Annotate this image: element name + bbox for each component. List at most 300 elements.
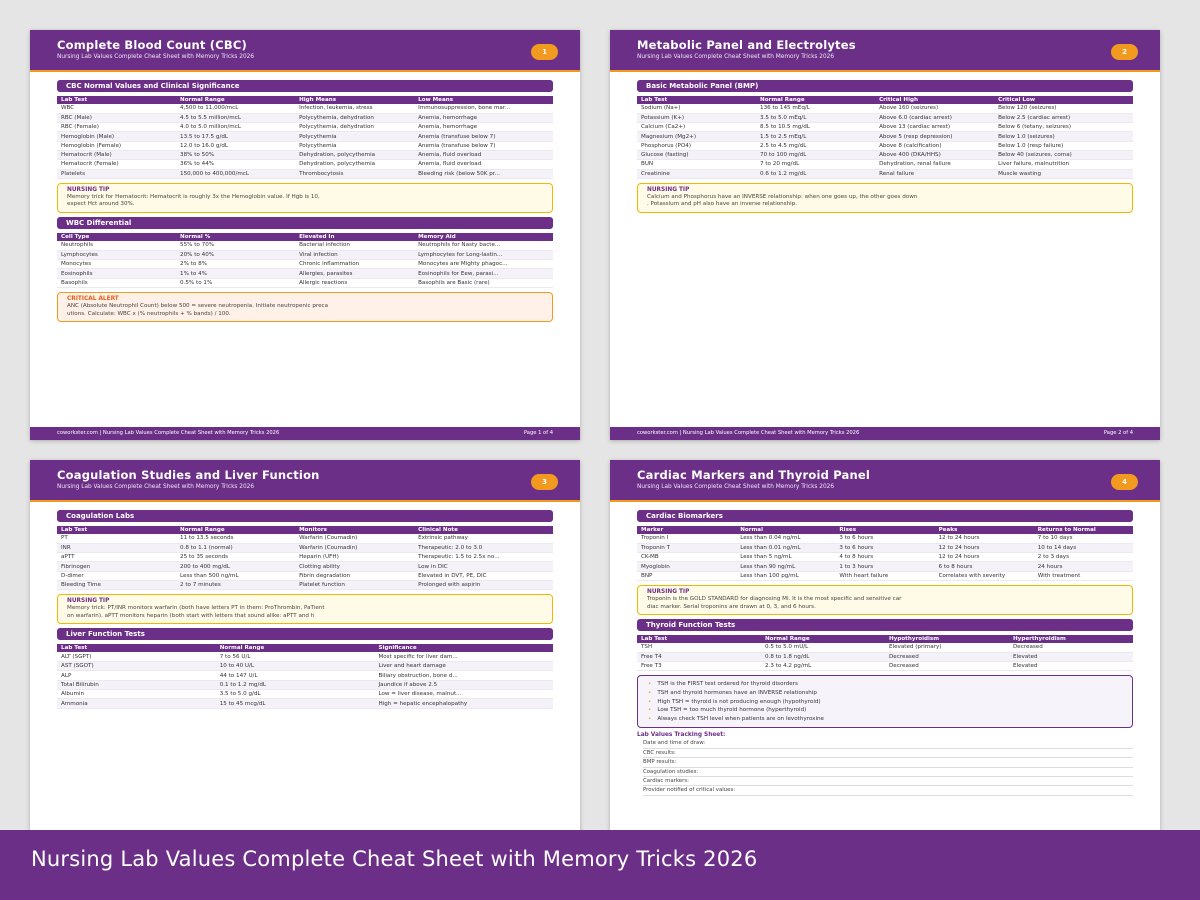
table-header-row (57, 526, 553, 534)
column-header: Normal Range (176, 526, 295, 534)
table-row (57, 699, 553, 708)
table-cell: Therapeutic: 2.0 to 3.0 (414, 543, 553, 552)
table-cell: Below 1.0 (seizures) (994, 132, 1133, 141)
table-row (57, 652, 553, 661)
table-cell: Elevated (1009, 662, 1133, 671)
column-header: Rises (835, 526, 934, 534)
table-cell: WBC (57, 104, 176, 113)
table-cell: Less than 100 pg/mL (736, 571, 835, 580)
table-cell: 2.5 to 4.5 mg/dL (756, 141, 875, 150)
table-cell: Glucose (fasting) (637, 150, 756, 159)
column-header: Clinical Note (414, 526, 553, 534)
tip-title: NURSING TIP (67, 186, 110, 193)
wbc-differential-table (57, 233, 553, 288)
table-cell: Above 13 (cardiac arrest) (875, 123, 994, 132)
table-row (637, 534, 1133, 543)
table-cell: Albumin (57, 690, 216, 699)
table-row (637, 553, 1133, 562)
table-cell: Liver failure, malnutrition (994, 160, 1133, 169)
table-cell: Troponin T (637, 543, 736, 552)
table-row (57, 150, 553, 159)
column-header: Normal % (176, 233, 295, 241)
table-cell: 150,000 to 400,000/mcL (176, 169, 295, 178)
page-3 (30, 460, 580, 840)
bullet-icon: • (648, 715, 652, 722)
tracking-line: Coagulation studies: (643, 768, 1133, 777)
table-cell: aPTT (57, 553, 176, 562)
column-header: Elevated In (295, 233, 414, 241)
table-cell: RBC (Female) (57, 123, 176, 132)
column-header: Lab Test (637, 96, 756, 104)
table-header-row (637, 96, 1133, 104)
table-cell: RBC (Male) (57, 113, 176, 122)
table-cell: 70 to 100 mg/dL (756, 150, 875, 159)
table-cell: BUN (637, 160, 756, 169)
table-cell: Sodium (Na+) (637, 104, 756, 113)
table-cell: 4.5 to 5.5 million/mcL (176, 113, 295, 122)
table-row (57, 260, 553, 269)
column-header: High Means (295, 96, 414, 104)
table-cell: Biliary obstruction, bone d... (374, 671, 553, 680)
column-header: Lab Test (57, 96, 176, 104)
table-cell: 12 to 24 hours (935, 553, 1034, 562)
table-cell: CK-MB (637, 553, 736, 562)
thyroid-bullet-list (637, 675, 1133, 728)
table-cell: Allergic reactions (295, 278, 414, 287)
table-cell: Anemia (transfuse below 7) (414, 141, 553, 150)
table-cell: ALT (SGPT) (57, 652, 216, 661)
table-cell: 2.3 to 4.2 pg/mL (761, 662, 885, 671)
table-row (57, 113, 553, 122)
page-1 (30, 30, 580, 440)
section-heading: Cardiac Biomarkers (637, 510, 1133, 522)
table-cell: Above 8 (calcification) (875, 141, 994, 150)
column-header: Significance (374, 644, 553, 652)
table-cell: Less than 90 ng/mL (736, 562, 835, 571)
table-cell: PT (57, 534, 176, 543)
page-subtitle: Nursing Lab Values Complete Cheat Sheet with Memory Tricks 2026 (637, 54, 835, 60)
table-cell: 200 to 400 mg/dL (176, 562, 295, 571)
table-row (57, 690, 553, 699)
table-row (57, 278, 553, 287)
table-cell: 12 to 24 hours (935, 534, 1034, 543)
table-cell: Viral infection (295, 250, 414, 259)
table-cell: 44 to 147 U/L (216, 671, 375, 680)
table-cell: Phosphorus (PO4) (637, 141, 756, 150)
table-cell: Below 40 (seizures, coma) (994, 150, 1133, 159)
nursing-tip (57, 594, 553, 624)
table-cell: Anemia (transfuse below 7) (414, 132, 553, 141)
bullet-icon: • (648, 707, 652, 714)
footer-source: coworkster.com | Nursing Lab Values Complete Cheat Sheet with Memory Tricks 2026 (637, 430, 860, 436)
page-subtitle: Nursing Lab Values Complete Cheat Sheet with Memory Tricks 2026 (57, 54, 255, 60)
page-title: Cardiac Markers and Thyroid Panel (637, 468, 871, 482)
table-cell: 1 to 3 hours (835, 562, 934, 571)
tracking-line: Provider notified of critical values: (643, 786, 1133, 795)
table-cell: TSH (637, 643, 761, 652)
table-cell: 20% to 40% (176, 250, 295, 259)
table-cell: Less than 0.01 ng/mL (736, 543, 835, 552)
table-cell: AST (SGOT) (57, 662, 216, 671)
table-cell: 24 hours (1034, 562, 1133, 571)
column-header: Critical Low (994, 96, 1133, 104)
table-row (57, 571, 553, 580)
page-header (610, 30, 1160, 72)
table-cell: Above 160 (seizures) (875, 104, 994, 113)
table-cell: 0.8 to 1.1 (normal) (176, 543, 295, 552)
column-header: Cell Type (57, 233, 176, 241)
table-cell: Monocytes are Mighty phagoc... (414, 260, 553, 269)
table-cell: 10 to 14 days (1034, 543, 1133, 552)
table-cell: 0.5% to 1% (176, 278, 295, 287)
table-cell: 4,500 to 11,000/mcL (176, 104, 295, 113)
table-cell: 6 to 8 hours (935, 562, 1034, 571)
table-row (637, 652, 1133, 661)
table-cell: 7 to 10 days (1034, 534, 1133, 543)
table-cell: Clotting ability (295, 562, 414, 571)
table-cell: Less than 500 ng/mL (176, 571, 295, 580)
table-row (637, 643, 1133, 652)
table-cell: Neutrophils (57, 241, 176, 250)
section-heading: Liver Function Tests (57, 628, 553, 640)
table-cell: Monocytes (57, 260, 176, 269)
tracking-line: Date and time of draw: (643, 739, 1133, 748)
tip-title: NURSING TIP (647, 588, 690, 595)
table-cell: 11 to 13.5 seconds (176, 534, 295, 543)
table-cell: Renal failure (875, 169, 994, 178)
table-cell: Warfarin (Coumadin) (295, 534, 414, 543)
table-cell: INR (57, 543, 176, 552)
table-cell: Free T4 (637, 652, 761, 661)
cbc-table (57, 96, 553, 179)
table-cell: Correlates with severity (935, 571, 1034, 580)
table-row (57, 141, 553, 150)
table-cell: Bleeding risk (below 50K pr... (414, 169, 553, 178)
table-cell: Thrombocytosis (295, 169, 414, 178)
page-number-badge: 2 (1111, 44, 1138, 60)
tracking-line: BMP results: (643, 758, 1133, 767)
page-subtitle: Nursing Lab Values Complete Cheat Sheet with Memory Tricks 2026 (637, 484, 835, 490)
table-cell: Neutrophils for Nasty bacte... (414, 241, 553, 250)
table-cell: Fibrinogen (57, 562, 176, 571)
table-row (57, 671, 553, 680)
column-header: Lab Test (57, 526, 176, 534)
table-row (637, 160, 1133, 169)
table-header-row (57, 233, 553, 241)
table-cell: Warfarin (Coumadin) (295, 543, 414, 552)
page-footer (30, 427, 580, 440)
table-cell: Prolonged with aspirin (414, 580, 553, 589)
page-title: Metabolic Panel and Electrolytes (637, 38, 856, 52)
table-cell: Anemia, fluid overload (414, 160, 553, 169)
table-cell: Allergies, parasites (295, 269, 414, 278)
table-cell: Dehydration, polycythemia (295, 160, 414, 169)
table-cell: Polycythemia, dehydration (295, 123, 414, 132)
table-cell: 12 to 24 hours (935, 543, 1034, 552)
table-cell: Hematocrit (Female) (57, 160, 176, 169)
page-4 (610, 460, 1160, 840)
table-cell: 3 to 6 hours (835, 534, 934, 543)
table-cell: Dehydration, polycythemia (295, 150, 414, 159)
bullet-item: • TSH and thyroid hormones have an INVERSE relationship (648, 690, 817, 697)
table-row (57, 269, 553, 278)
table-cell: 2 to 3 days (1034, 553, 1133, 562)
column-header: Marker (637, 526, 736, 534)
table-cell: 3.5 to 5.0 mEq/L (756, 113, 875, 122)
nursing-tip (637, 183, 1133, 213)
coagulation-table (57, 526, 553, 590)
table-cell: 36% to 44% (176, 160, 295, 169)
table-cell: 25 to 35 seconds (176, 553, 295, 562)
table-row (57, 662, 553, 671)
page-footer (610, 427, 1160, 440)
bmp-table (637, 96, 1133, 179)
footer-page: Page 1 of 4 (523, 430, 553, 436)
table-cell: D-dimer (57, 571, 176, 580)
table-cell: Fibrin degradation (295, 571, 414, 580)
column-header: Critical High (875, 96, 994, 104)
tip-body: Memory trick: PT/INR monitors warfarin (both have letters PT in them: ProThrombin, PaTient on warfarin). aPTT monitors heparin (both start with letters that sound alike: aPTT and h (67, 605, 325, 619)
table-cell: Lymphocytes (57, 250, 176, 259)
section-heading: Thyroid Function Tests (637, 619, 1133, 631)
section-heading: CBC Normal Values and Clinical Significance (57, 80, 553, 92)
table-cell: Muscle wasting (994, 169, 1133, 178)
table-cell: 13.5 to 17.5 g/dL (176, 132, 295, 141)
table-cell: 4 to 8 hours (835, 553, 934, 562)
section-heading: Coagulation Labs (57, 510, 553, 522)
nursing-tip (637, 585, 1133, 615)
table-row (637, 169, 1133, 178)
nursing-tip (57, 183, 553, 213)
table-row (57, 680, 553, 689)
table-cell: Potassium (K+) (637, 113, 756, 122)
column-header: Normal Range (216, 644, 375, 652)
table-header-row (57, 644, 553, 652)
page-subtitle: Nursing Lab Values Complete Cheat Sheet with Memory Tricks 2026 (57, 484, 255, 490)
table-cell: Total Bilirubin (57, 680, 216, 689)
table-cell: Platelets (57, 169, 176, 178)
table-row (57, 553, 553, 562)
table-cell: Chronic inflammation (295, 260, 414, 269)
table-cell: Anemia, fluid overload (414, 150, 553, 159)
table-cell: Below 1.0 (resp failure) (994, 141, 1133, 150)
column-header: Low Means (414, 96, 553, 104)
table-cell: Basophils (57, 278, 176, 287)
tracking-sheet (637, 732, 1133, 795)
table-cell: Infection, leukemia, stress (295, 104, 414, 113)
column-header: Normal Range (756, 96, 875, 104)
table-cell: Decreased (1009, 643, 1133, 652)
column-header: Lab Test (57, 644, 216, 652)
table-header-row (57, 96, 553, 104)
column-header: Returns to Normal (1034, 526, 1133, 534)
tracking-title: Lab Values Tracking Sheet: (637, 732, 726, 739)
table-cell: 15 to 45 mcg/dL (216, 699, 375, 708)
table-cell: 0.6 to 1.2 mg/dL (756, 169, 875, 178)
table-cell: Less than 5 ng/mL (736, 553, 835, 562)
thyroid-table (637, 635, 1133, 671)
table-cell: Above 6.0 (cardiac arrest) (875, 113, 994, 122)
table-header-row (637, 526, 1133, 534)
table-cell: 1.5 to 2.5 mEq/L (756, 132, 875, 141)
liver-function-table (57, 644, 553, 708)
table-cell: Low in DIC (414, 562, 553, 571)
bullet-item: • Always check TSH level when patients are on levothyroxine (648, 715, 824, 722)
table-cell: Platelet function (295, 580, 414, 589)
tip-body: Calcium and Phosphorus have an INVERSE relationship: when one goes up, the other goes down . Potassium and pH also have an inverse relationship. (647, 193, 918, 208)
tip-body: Memory trick for Hematocrit: Hematocrit is roughly 3x the Hemoglobin value. If Hgb is 10, expect Hct around 30%. (67, 193, 320, 208)
page-title: Complete Blood Count (CBC) (57, 38, 247, 52)
table-cell: Elevated in DVT, PE, DIC (414, 571, 553, 580)
table-cell: Dehydration, renal failure (875, 160, 994, 169)
table-cell: 4.0 to 5.0 million/mcL (176, 123, 295, 132)
tracking-line: Cardiac markers: (643, 777, 1133, 786)
column-header: Normal Range (176, 96, 295, 104)
table-cell: Eosinophils (57, 269, 176, 278)
bullet-icon: • (648, 681, 652, 688)
table-cell: 1% to 4% (176, 269, 295, 278)
table-row (57, 132, 553, 141)
tip-body: Troponin is the GOLD STANDARD for diagnosing MI. It is the most specific and sensitive car diac marker. Serial troponins are drawn at 0, 3, and 6 hours. (647, 595, 902, 610)
banner-title: Nursing Lab Values Complete Cheat Sheet with Memory Tricks 2026 (31, 847, 758, 871)
table-cell: Above 400 (DKA/HHS) (875, 150, 994, 159)
table-row (57, 160, 553, 169)
table-row (57, 580, 553, 589)
table-cell: Elevated (primary) (885, 643, 1009, 652)
critical-alert (57, 292, 553, 322)
column-header: Normal Range (761, 635, 885, 643)
table-row (637, 123, 1133, 132)
table-cell: Above 5 (resp depression) (875, 132, 994, 141)
table-cell: With heart failure (835, 571, 934, 580)
table-cell: High = hepatic encephalopathy (374, 699, 553, 708)
table-row (57, 241, 553, 250)
tracking-line: CBC results: (643, 749, 1133, 758)
table-cell: Anemia, hemorrhage (414, 123, 553, 132)
table-row (57, 104, 553, 113)
table-cell: Less than 0.04 ng/mL (736, 534, 835, 543)
table-cell: Decreased (885, 652, 1009, 661)
bullet-icon: • (648, 698, 652, 705)
column-header: Peaks (935, 526, 1034, 534)
footer-page: Page 2 of 4 (1103, 430, 1133, 436)
section-heading: WBC Differential (57, 217, 553, 229)
column-header: Monitors (295, 526, 414, 534)
table-cell: Below 2.5 (cardiac arrest) (994, 113, 1133, 122)
table-row (57, 169, 553, 178)
table-cell: Magnesium (Mg2+) (637, 132, 756, 141)
table-cell: Bacterial infection (295, 241, 414, 250)
table-cell: BNP (637, 571, 736, 580)
table-cell: 7 to 20 mg/dL (756, 160, 875, 169)
table-cell: 38% to 50% (176, 150, 295, 159)
table-cell: Creatinine (637, 169, 756, 178)
table-cell: Basophils are Basic (rare) (414, 278, 553, 287)
cardiac-biomarkers-table (637, 526, 1133, 581)
table-cell: Bleeding Time (57, 580, 176, 589)
table-cell: Elevated (1009, 652, 1133, 661)
table-cell: Lymphocytes for Long-lastin... (414, 250, 553, 259)
page-number-badge: 1 (531, 44, 558, 60)
table-cell: Below 120 (seizures) (994, 104, 1133, 113)
table-row (637, 543, 1133, 552)
table-cell: 55% to 70% (176, 241, 295, 250)
column-header: Lab Test (637, 635, 761, 643)
bottom-banner (0, 830, 1200, 900)
table-cell: 0.5 to 5.0 mU/L (761, 643, 885, 652)
table-cell: Eosinophils for Eew, parasi... (414, 269, 553, 278)
alert-title: CRITICAL ALERT (67, 295, 119, 302)
column-header: Hypothyroidism (885, 635, 1009, 643)
table-cell: 12.0 to 16.0 g/dL (176, 141, 295, 150)
table-cell: Most specific for liver dam... (374, 652, 553, 661)
table-row (637, 571, 1133, 580)
footer-source: coworkster.com | Nursing Lab Values Complete Cheat Sheet with Memory Tricks 2026 (57, 430, 280, 436)
table-cell: 10 to 40 U/L (216, 662, 375, 671)
table-cell: 7 to 56 U/L (216, 652, 375, 661)
table-cell: Therapeutic: 1.5 to 2.5x no... (414, 553, 553, 562)
table-row (57, 250, 553, 259)
page-header (610, 460, 1160, 502)
table-cell: 2% to 8% (176, 260, 295, 269)
table-cell: Heparin (UFH) (295, 553, 414, 562)
table-row (57, 534, 553, 543)
bullet-item: • High TSH = thyroid is not producing enough (hypothyroid) (648, 698, 821, 705)
page-number-badge: 4 (1111, 474, 1138, 490)
tip-title: NURSING TIP (647, 186, 690, 193)
table-row (637, 104, 1133, 113)
table-cell: Low = liver disease, malnut... (374, 690, 553, 699)
table-cell: Anemia, hemorrhage (414, 113, 553, 122)
table-row (57, 543, 553, 552)
table-cell: 8.5 to 10.5 mg/dL (756, 123, 875, 132)
column-header: Memory Aid (414, 233, 553, 241)
table-cell: With treatment (1034, 571, 1133, 580)
table-cell: Hemoglobin (Female) (57, 141, 176, 150)
table-cell: Polycythemia (295, 132, 414, 141)
table-row (57, 562, 553, 571)
table-cell: Troponin I (637, 534, 736, 543)
bullet-icon: • (648, 690, 652, 697)
table-cell: Immunosuppression, bone mar... (414, 104, 553, 113)
bullet-item: • Low TSH = too much thyroid hormone (hyperthyroid) (648, 707, 807, 714)
table-cell: Below 6 (tetany, seizures) (994, 123, 1133, 132)
table-cell: 136 to 145 mEq/L (756, 104, 875, 113)
section-heading: Basic Metabolic Panel (BMP) (637, 80, 1133, 92)
table-row (57, 123, 553, 132)
page-number-badge: 3 (531, 474, 558, 490)
table-row (637, 141, 1133, 150)
table-row (637, 150, 1133, 159)
table-header-row (637, 635, 1133, 643)
column-header: Normal (736, 526, 835, 534)
tip-title: NURSING TIP (67, 598, 110, 605)
table-row (637, 562, 1133, 571)
table-cell: Jaundice if above 2.5 (374, 680, 553, 689)
table-cell: Ammonia (57, 699, 216, 708)
table-cell: ALP (57, 671, 216, 680)
page-title: Coagulation Studies and Liver Function (57, 468, 320, 482)
table-cell: Extrinsic pathway (414, 534, 553, 543)
table-cell: Hemoglobin (Male) (57, 132, 176, 141)
table-cell: 2 to 7 minutes (176, 580, 295, 589)
table-row (637, 113, 1133, 122)
bullet-item: • TSH is the FIRST test ordered for thyroid disorders (648, 681, 798, 688)
table-cell: Free T3 (637, 662, 761, 671)
page-header (30, 460, 580, 502)
table-cell: Polycythemia, dehydration (295, 113, 414, 122)
table-cell: Myoglobin (637, 562, 736, 571)
